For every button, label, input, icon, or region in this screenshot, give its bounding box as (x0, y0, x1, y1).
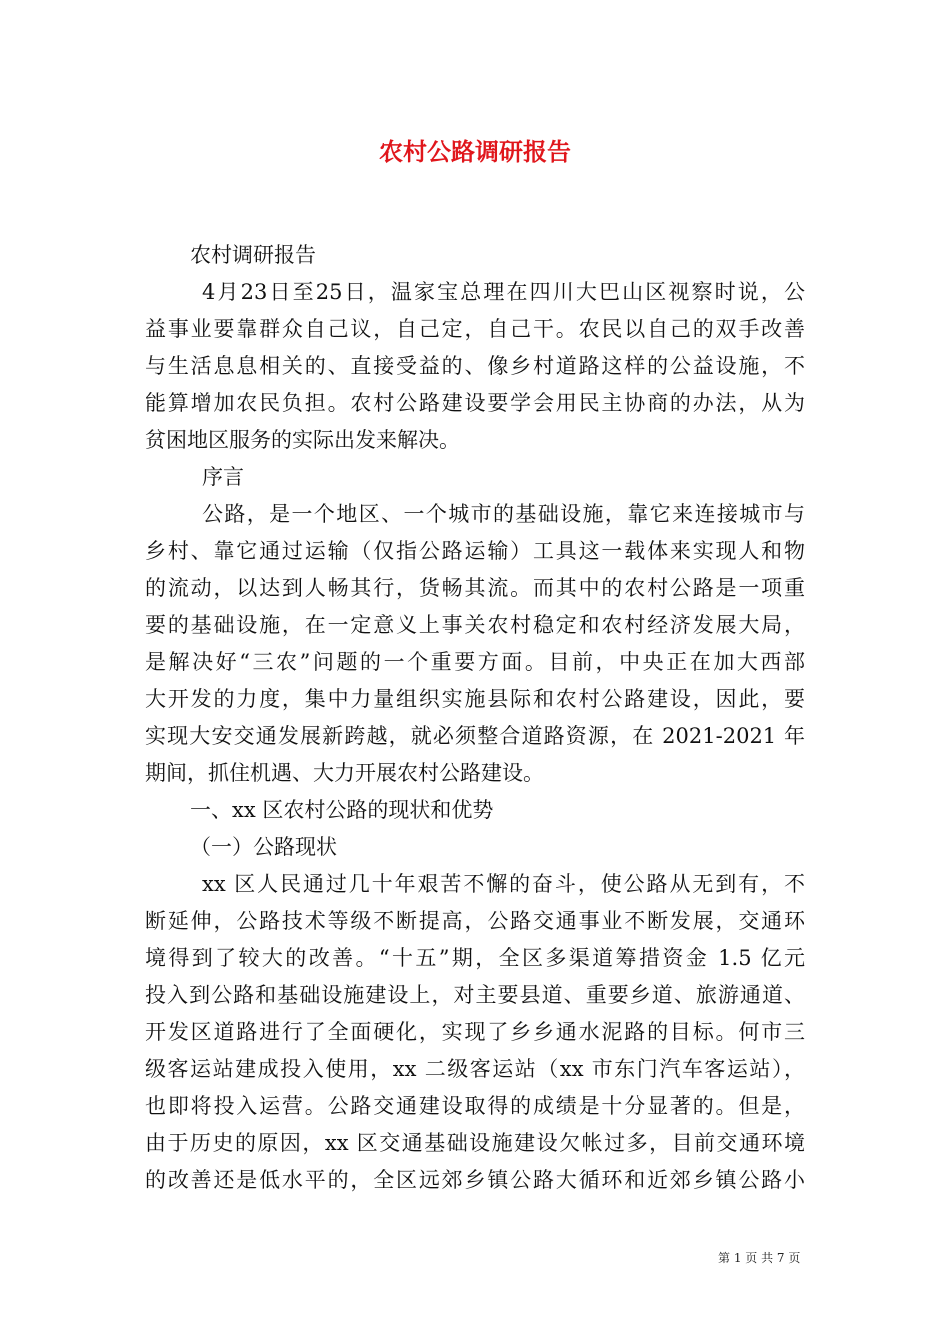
text-line: 一、xx 区农村公路的现状和优势 (190, 798, 494, 822)
paragraph (145, 792, 805, 829)
text-line: 大开发的力度，集中力量组织实施县际和农村公路建设，因此，要 (145, 687, 805, 711)
text-line: 是解决好“三农”问题的一个重要方面。目前，中央正在加大西部 (145, 650, 805, 674)
text-line: 实现大安交通发展新跨越，就必须整合道路资源，在 2021-2021 年 (145, 724, 805, 748)
text-line: 的流动，以达到人畅其行，货畅其流。而其中的农村公路是一项重 (145, 576, 805, 600)
text-line: 公路，是一个地区、一个城市的基础设施，靠它来连接城市与 (202, 502, 805, 526)
text-line: 由于历史的原因，xx 区交通基础设施建设欠帐过多，目前交通环境 (145, 1131, 805, 1155)
text-line: 也即将投入运营。公路交通建设取得的成绩是十分显著的。但是， (145, 1094, 805, 1118)
page-footer: 第 1 页 共 7 页 (718, 1251, 801, 1265)
text-line: 级客运站建成投入使用，xx 二级客运站（xx 市东门汽车客运站）， (145, 1057, 805, 1081)
paragraph (145, 496, 805, 792)
text-line: 能算增加农民负担。农村公路建设要学会用民主协商的办法，从为 (145, 391, 805, 415)
text-line: 期间，抓住机遇、大力开展农村公路建设。 (145, 761, 544, 785)
text-line: 的改善还是低水平的，全区远郊乡镇公路大循环和近郊乡镇公路小 (145, 1168, 805, 1192)
document-body (145, 237, 805, 1199)
text-line: xx 区人民通过几十年艰苦不懈的奋斗，使公路从无到有，不 (202, 872, 805, 896)
text-line: 投入到公路和基础设施建设上，对主要县道、重要乡道、旅游通道、 (145, 983, 805, 1007)
text-line: 乡村、靠它通过运输（仅指公路运输）工具这一载体来实现人和物 (145, 539, 805, 563)
paragraph (145, 459, 805, 496)
text-line: 贫困地区服务的实际出发来解决。 (145, 428, 460, 452)
text-line: 序言 (202, 465, 244, 489)
paragraph (145, 274, 805, 459)
paragraph (145, 829, 805, 866)
paragraph (145, 237, 805, 274)
text-line: 境得到了较大的改善。“十五”期，全区多渠道筹措资金 1.5 亿元 (145, 946, 805, 970)
text-line: 断延伸，公路技术等级不断提高，公路交通事业不断发展，交通环 (145, 909, 805, 933)
text-line: 与生活息息相关的、直接受益的、像乡村道路这样的公益设施，不 (145, 354, 805, 378)
text-line: 农村调研报告 (190, 243, 316, 267)
text-line: 要的基础设施，在一定意义上事关农村稳定和农村经济发展大局， (145, 613, 805, 637)
paragraph (145, 866, 805, 1199)
document-title: 农村公路调研报告 (379, 138, 571, 166)
text-line: 益事业要靠群众自己议，自己定，自己干。农民以自己的双手改善 (145, 317, 805, 341)
text-line: 开发区道路进行了全面硬化，实现了乡乡通水泥路的目标。何市三 (145, 1020, 805, 1044)
text-line: （一）公路现状 (190, 835, 337, 859)
text-line: 4月23日至25日，温家宝总理在四川大巴山区视察时说，公 (202, 280, 805, 304)
